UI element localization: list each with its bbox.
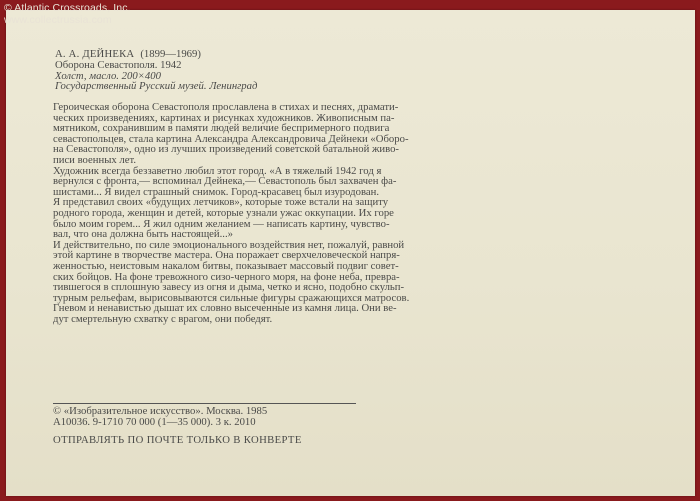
paragraph-line: Героическая оборона Севастополя прославлена в стихах и песнях, драмати-: [53, 101, 399, 113]
artwork-header: [55, 49, 257, 92]
paragraph-line: шистами... Я видел страшный снимок. Город-красавец был изуродован.: [53, 185, 379, 198]
paragraph-line: писи военных лет.: [53, 153, 137, 166]
paragraph-line: было моим горем... Я жил одним желанием — написать картину, чувство-: [53, 217, 390, 230]
author-years: (1899—1969): [140, 48, 201, 60]
publisher-info: [53, 406, 267, 428]
paragraph-line: ческих произведениях, картинах и рисунках художников. Живописным па-: [53, 111, 395, 124]
paragraph-line: ских бойцов. На фоне тревожного сизо-черного моря, на фоне неба, превра-: [53, 270, 400, 283]
paragraph-line: турным рельефам, вырисовываются сильные фигуры сражающихся матросов.: [53, 291, 410, 304]
paragraph-line: тившегося в сплошную завесу из огня и дыма, четко и ясно, подобно скульп-: [53, 281, 405, 294]
paragraph-1: [53, 102, 656, 166]
watermark: [4, 2, 131, 26]
print-codes: А10036. 9-1710 70 000 (1—35 000). 3 к. 2010: [53, 416, 256, 428]
paragraph-line: вернулся с фронта,— вспоминал Дейнека,— Севастополь был захвачен фа-: [53, 175, 397, 188]
paragraph-line: Я представил своих «будущих летчиков», которые тоже встали на защиту: [53, 196, 389, 209]
paragraph-line: мятником, сохранившим в памяти людей величие беспримерного подвига: [53, 122, 390, 135]
paragraph-3: [53, 240, 656, 325]
paragraph-line: И действительно, по силе эмоционального воздействия нет, пожалуй, равной: [53, 238, 405, 251]
watermark-line-1: © Atlantic Crossroads, Inc.: [4, 2, 131, 14]
paragraph-line: родного города, женщин и детей, которые узнали ужас оккупации. Их горе: [53, 206, 394, 219]
paragraph-line: женностью, неистовым накалом битвы, показывает массовый подвиг совет-: [53, 259, 399, 272]
paragraph-line: Гневом и ненавистью дышат их словно высеченные из камня лица. Они ве-: [53, 302, 397, 315]
artwork-medium: Холст, масло. 200×400: [55, 69, 161, 82]
watermark-line-2: www.collectrussia.com: [4, 14, 112, 26]
mailing-instruction: ОТПРАВЛЯТЬ ПО ПОЧТЕ ТОЛЬКО В КОНВЕРТЕ: [53, 434, 302, 446]
author-name: А. А. ДЕЙНЕКА: [55, 48, 135, 60]
artwork-museum: Государственный Русский музей. Ленинград: [55, 80, 258, 93]
divider-line: [53, 403, 356, 404]
paragraph-line: вал, что она должна быть настоящей...»: [53, 228, 233, 241]
paragraph-2: [53, 166, 656, 240]
artwork-title: Оборона Севастополя. 1942: [55, 58, 182, 71]
paragraph-line: этой картине в творчестве мастера. Она поражает сверхчеловеческой напря-: [53, 249, 400, 262]
paragraph-line: дут смертельную схватку с врагом, они победят.: [53, 312, 273, 325]
description-text: [53, 102, 656, 324]
paragraph-line: на Севастополя», одно из лучших произведений советской батальной живо-: [53, 143, 399, 156]
paragraph-line: Художник всегда беззаветно любил этот город. «А в тяжелый 1942 год я: [53, 164, 382, 177]
publisher-copyright: © «Изобразительное искусство». Москва. 1985: [53, 405, 268, 417]
paragraph-line: севастопольцев, стала картина Александра Александровича Дейнеки «Оборо-: [53, 132, 409, 145]
